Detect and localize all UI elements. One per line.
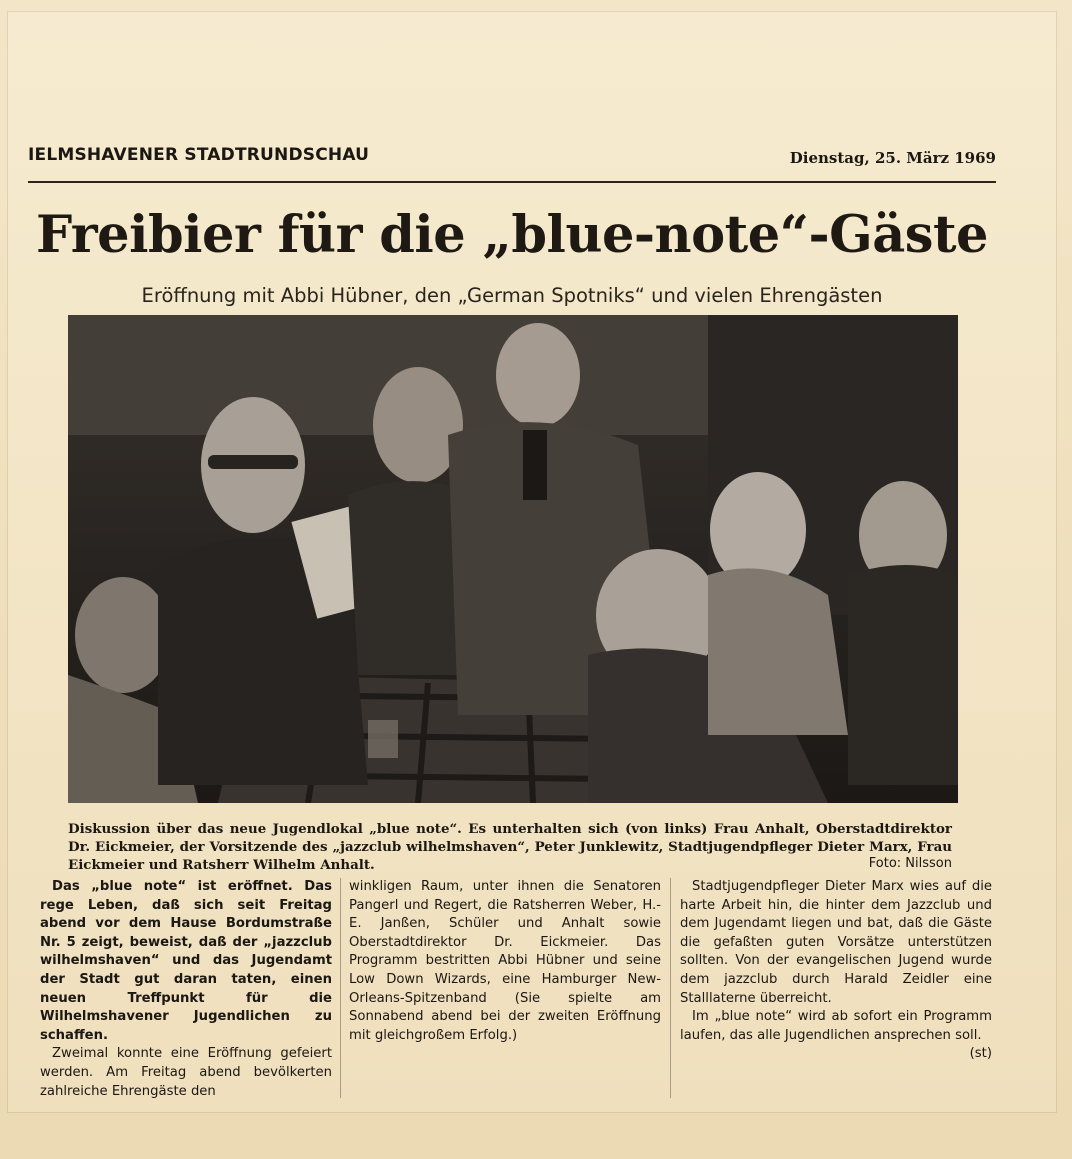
- article-paragraph: winkligen Raum, unter ihnen die Senatoren Pangerl und Regert, die Ratsherren Weber, H.-E. Janßen, Schüler und Anhalt sowie Oberstadtdirektor Dr. Eickmeier. Das Programm bestritten Abbi Hübner und seine Low Down Wizards, eine Hamburger New-Orleans-Spitzenband (Sie spielte am Sonnabend abend bei der zweiten Eröffnung mit gleichgroßem Erfolg.): [349, 879, 661, 1043]
- article-column-3: [680, 878, 992, 1064]
- article-column-1: [40, 878, 332, 1101]
- article-photo: [68, 315, 958, 803]
- article-paragraph: [680, 1008, 992, 1062]
- article-paragraph: Stadtjugendpfleger Dieter Marx wies auf die harte Arbeit hin, die hinter dem Jazzclub und dem Jugendamt liegen und bat, daß die Gäste die gefaßten guten Vorsätze unterstützen sollten. Von der evangelischen Jugend wurde dem jazzclub durch Harald Zeidler eine Stalllaterne überreicht.: [680, 879, 992, 1006]
- newspaper-name: IELMSHAVENER STADTRUNDSCHAU: [28, 145, 370, 165]
- column-divider: [670, 878, 671, 1098]
- photo-credit: Foto: Nilsson: [868, 856, 952, 871]
- photo-illustration: [68, 315, 958, 803]
- article-column-2: [349, 878, 661, 1045]
- article-paragraph: Zweimal konnte eine Eröffnung gefeiert werden. Am Freitag abend bevölkerten zahlreiche Ehrengäste den: [40, 1046, 332, 1099]
- author-signature: (st): [969, 1046, 992, 1062]
- headline: Freibier für die „blue-note“-Gäste: [36, 205, 988, 265]
- photo-caption: Diskussion über das neue Jugendlokal „blue note“. Es unterhalten sich (von links) Frau Anhalt, Oberstadtdirektor Dr. Eickmeier, der Vorsitzende des „jazzclub wilhelmshaven“, Peter Junklewitz, Stadtjugendpfleger Dieter Marx, Frau Eickmeier und Ratsherr Wilhelm Anhalt.: [68, 821, 952, 873]
- column-divider: [340, 878, 341, 1098]
- article-closing-text: Im „blue note“ wird ab sofort ein Programm laufen, das alle Jugendlichen ansprechen soll.: [680, 1009, 992, 1043]
- issue-date: Dienstag, 25. März 1969: [789, 149, 996, 167]
- subheadline: Eröffnung mit Abbi Hübner, den „German Spotniks“ und vielen Ehrengästen: [141, 284, 883, 307]
- article-lead-paragraph: Das „blue note“ ist eröffnet. Das rege Leben, daß sich seit Freitag abend vor dem Hause Bordumstraße Nr. 5 zeigt, beweist, daß der „jazzclub wilhelmshaven“ und das Jugendamt der Stadt gut daran taten, einen neuen Treffpunkt für die Wilhelmshavener Jugendlichen zu schaffen.: [40, 879, 332, 1043]
- masthead: [28, 145, 996, 183]
